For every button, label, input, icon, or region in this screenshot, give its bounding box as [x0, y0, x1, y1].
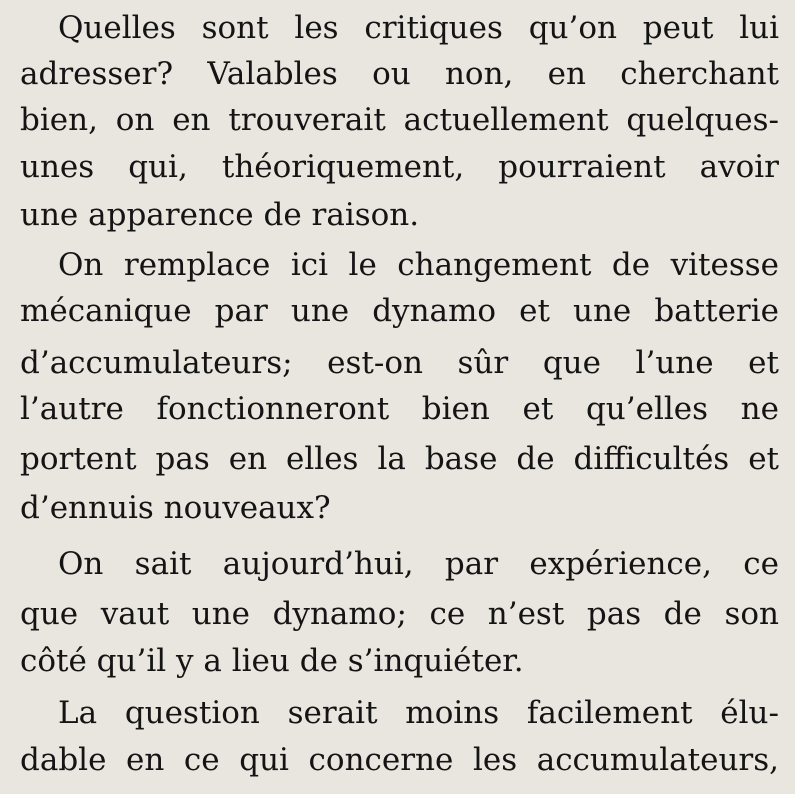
text-line: bien, on en trouverait actuellement quelques- — [20, 102, 779, 138]
text-line: On sait aujourd’hui, par expérience, ce — [58, 546, 779, 582]
text-line: d’accumulateurs; est-on sûr que l’une et — [20, 345, 779, 381]
text-line: d’ennuis nouveaux? — [20, 490, 331, 526]
text-line: Quelles sont les critiques qu’on peut lui — [58, 10, 779, 46]
text-line: La question serait moins facilement élu- — [58, 695, 779, 731]
text-line: On remplace ici le changement de vitesse — [58, 247, 779, 283]
text-line: portent pas en elles la base de difficultés et — [20, 441, 779, 477]
text-line: dable en ce qui concerne les accumulateurs, — [20, 742, 779, 778]
text-line: mécanique par une dynamo et une batterie — [20, 293, 779, 329]
text-line: l’autre fonctionneront bien et qu’elles ne — [20, 391, 779, 427]
text-line: une apparence de raison. — [20, 197, 420, 233]
text-line: côté qu’il y a lieu de s’inquiéter. — [20, 643, 524, 679]
text-line: unes qui, théoriquement, pourraient avoir — [20, 149, 779, 185]
text-line: que vaut une dynamo; ce n’est pas de son — [20, 596, 779, 632]
text-line: adresser? Valables ou non, en cherchant — [20, 56, 779, 92]
